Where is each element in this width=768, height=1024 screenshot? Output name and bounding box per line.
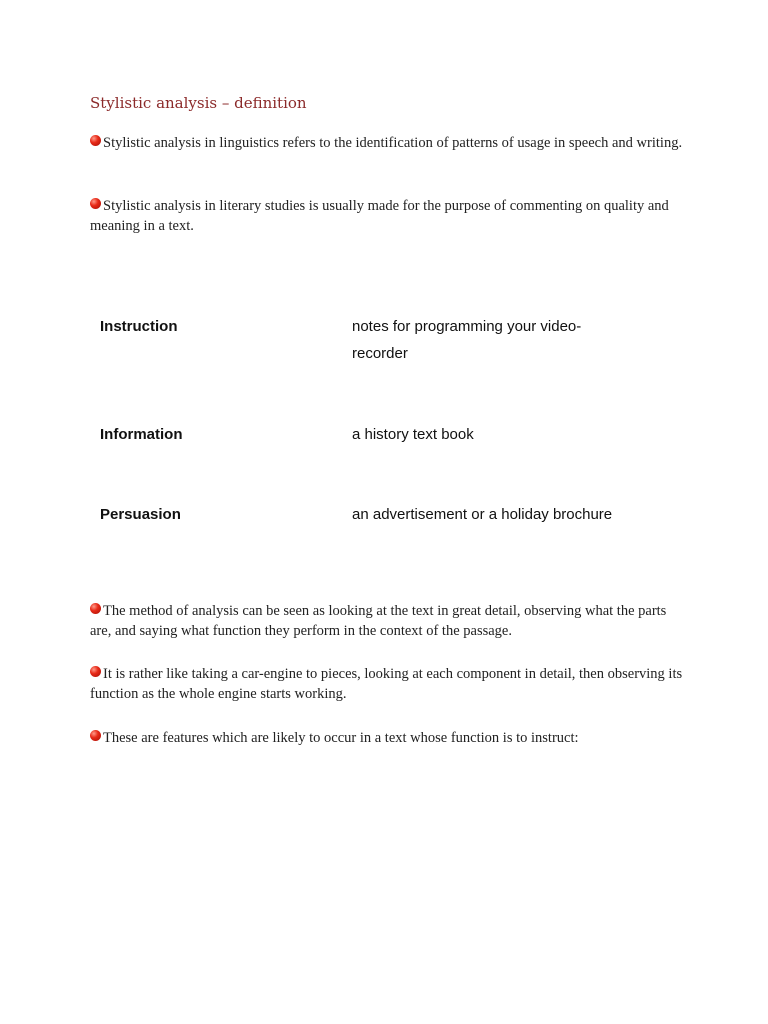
function-label: Information — [100, 426, 183, 443]
paragraph-text: Stylistic analysis in linguistics refers to the identification of patterns of usage in speech and writing. — [103, 135, 683, 151]
paragraph-text: It is rather like taking a car-engine to pieces, looking at each component in detail, then observing its function as the whole engine starts working. — [90, 666, 683, 702]
function-label: Instruction — [100, 318, 178, 335]
paragraph-text: The method of analysis can be seen as looking at the text in great detail, observing what the parts are, and saying what function they perform in the context of the passage. — [90, 603, 667, 639]
method-paragraph-2 — [90, 664, 690, 704]
function-example: an advertisement or a holiday brochure — [352, 506, 613, 523]
function-example: a history text book — [352, 426, 474, 443]
red-bullet-icon — [90, 198, 101, 209]
method-paragraph-3 — [90, 728, 690, 748]
red-bullet-icon — [90, 730, 101, 741]
intro-paragraph-1 — [90, 133, 690, 153]
red-bullet-icon — [90, 603, 101, 614]
red-bullet-icon — [90, 666, 101, 677]
function-example: notes for programming your video-recorder — [352, 318, 582, 362]
red-bullet-icon — [90, 135, 101, 146]
paragraph-text: Stylistic analysis in literary studies is usually made for the purpose of commenting on quality and meaning in a text. — [90, 198, 669, 234]
function-label: Persuasion — [100, 506, 181, 523]
paragraph-text: These are features which are likely to occur in a text whose function is to instruct: — [103, 730, 579, 746]
page-title: Stylistic analysis – definition — [90, 94, 307, 112]
intro-paragraph-2 — [90, 196, 690, 236]
method-paragraph-1 — [90, 601, 690, 641]
